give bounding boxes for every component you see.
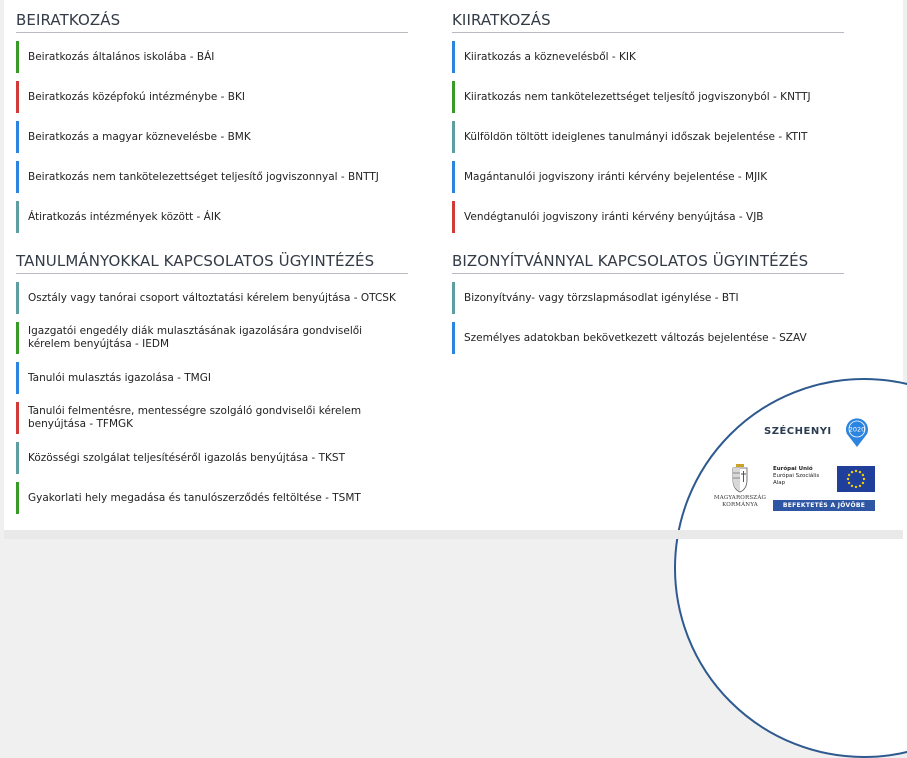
menu-item-otcsk[interactable]: Osztály vagy tanórai csoport változtatási kérelem benyújtása - OTCSK bbox=[16, 282, 408, 314]
menu-item-bnttj[interactable]: Beiratkozás nem tankötelezettséget teljesítő jogviszonnyal - BNTTJ bbox=[16, 161, 408, 193]
section-title: BEIRATKOZÁS bbox=[16, 10, 408, 33]
menu-item-kik[interactable]: Kiiratkozás a köznevelésből - KIK bbox=[452, 41, 844, 73]
menu-item-tkst[interactable]: Közösségi szolgálat teljesítéséről igazolás benyújtása - TKST bbox=[16, 442, 408, 474]
menu-item-bai[interactable]: Beiratkozás általános iskolába - BÁI bbox=[16, 41, 408, 73]
menu-item-knttj[interactable]: Kiiratkozás nem tankötelezettséget teljesítő jogviszonyból - KNTTJ bbox=[452, 81, 844, 113]
szechenyi-year: 2020 bbox=[848, 425, 866, 434]
menu-item-szav[interactable]: Személyes adatokban bekövetkezett változás bejelentése - SZAV bbox=[452, 322, 844, 354]
menu-item-vjb[interactable]: Vendégtanulói jogviszony iránti kérvény benyújtása - VJB bbox=[452, 201, 844, 233]
szechenyi-logo bbox=[764, 418, 874, 448]
section-title: BIZONYÍTVÁNNYAL KAPCSOLATOS ÜGYINTÉZÉS bbox=[452, 251, 844, 274]
section-bizonyitvany bbox=[452, 251, 844, 362]
szechenyi-brand: SZÉCHENYI bbox=[764, 426, 832, 437]
eu-text: Európai Unió Európai Szociális Alap bbox=[773, 466, 820, 486]
menu-item-bti[interactable]: Bizonyítvány- vagy törzslapmásodlat igénylése - BTI bbox=[452, 282, 844, 314]
eu-flag-icon bbox=[837, 466, 875, 492]
hungarian-crest-icon bbox=[722, 462, 758, 494]
menu-item-bki[interactable]: Beiratkozás középfokú intézménybe - BKI bbox=[16, 81, 408, 113]
menu-item-bmk[interactable]: Beiratkozás a magyar köznevelésbe - BMK bbox=[16, 121, 408, 153]
government-label: MAGYARORSZÁG KORMÁNYA bbox=[713, 495, 767, 508]
menu-item-iedm[interactable]: Igazgatói engedély diák mulasztásának igazolására gondviselői kérelem benyújtása - IEDM bbox=[16, 322, 408, 354]
section-tanulmanyok bbox=[16, 251, 408, 522]
slogan-banner: BEFEKTETÉS A JÖVŐBE bbox=[773, 500, 875, 511]
location-pin-icon bbox=[844, 418, 870, 448]
section-kiiratkozas bbox=[452, 10, 844, 241]
menu-item-ktit[interactable]: Külföldön töltött ideiglenes tanulmányi időszak bejelentése - KTIT bbox=[452, 121, 844, 153]
menu-item-tsmt[interactable]: Gyakorlati hely megadása és tanulószerződés feltöltése - TSMT bbox=[16, 482, 408, 514]
page-footer-strip bbox=[4, 530, 903, 539]
menu-item-tfmgk[interactable]: Tanulói felmentésre, mentességre szolgáló gondviselői kérelem benyújtása - TFMGK bbox=[16, 402, 408, 434]
menu-item-mjik[interactable]: Magántanulói jogviszony iránti kérvény bejelentése - MJIK bbox=[452, 161, 844, 193]
section-title: TANULMÁNYOKKAL KAPCSOLATOS ÜGYINTÉZÉS bbox=[16, 251, 408, 274]
menu-item-aik[interactable]: Átiratkozás intézmények között - ÁIK bbox=[16, 201, 408, 233]
menu-item-tmgi[interactable]: Tanulói mulasztás igazolása - TMGI bbox=[16, 362, 408, 394]
section-beiratkozas bbox=[16, 10, 408, 241]
section-title: KIIRATKOZÁS bbox=[452, 10, 844, 33]
eu-logo bbox=[773, 466, 875, 494]
